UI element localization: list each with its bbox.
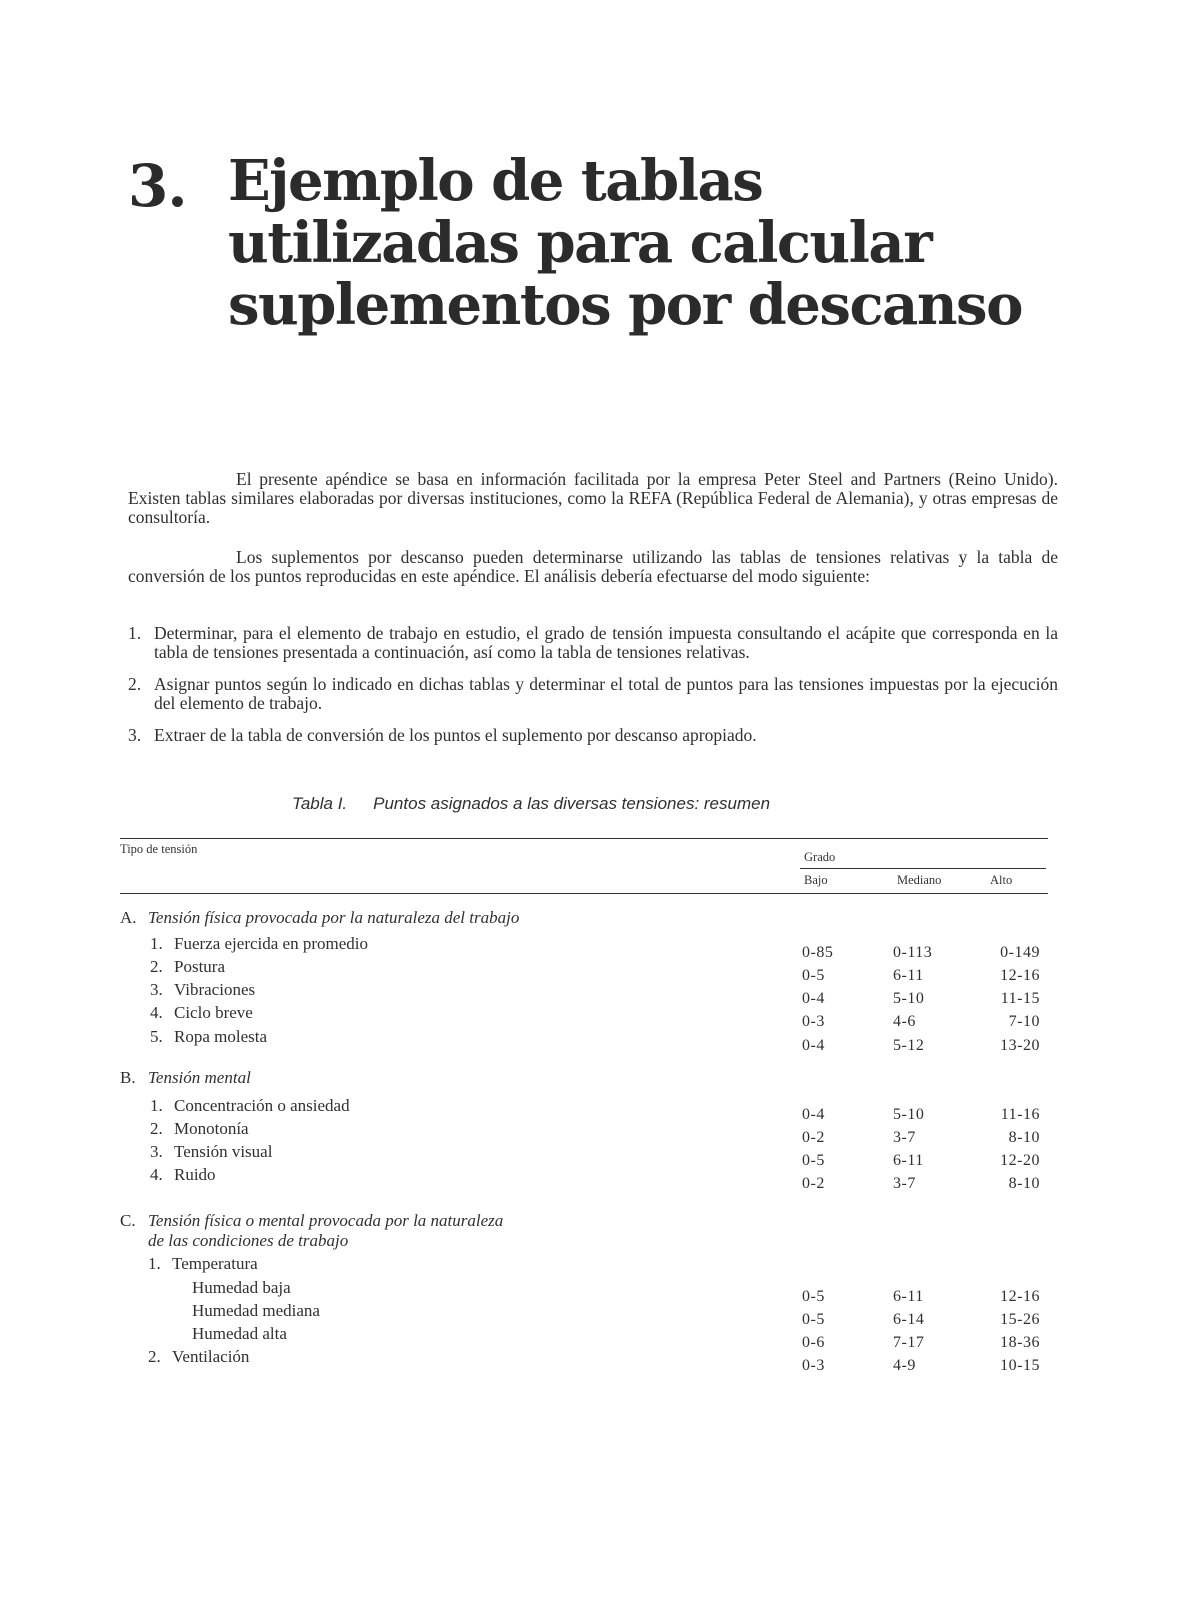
cell-alto: 12-20: [1000, 1152, 1040, 1169]
header-mediano: Mediano: [897, 873, 942, 887]
table-caption: [292, 794, 770, 814]
cell-mediano: 4-9: [893, 1357, 916, 1374]
section-title: [120, 1211, 503, 1251]
step-text: Asignar puntos según lo indicado en dichas tablas y determinar el total de puntos para las tensiones impuestas por la ejecución del elemento de trabajo.: [154, 674, 1058, 713]
cell-bajo: 0-85: [802, 944, 834, 961]
section-title: [120, 908, 519, 928]
row-label-text: Humedad alta: [192, 1324, 287, 1343]
cell-mediano: 4-6: [893, 1013, 916, 1030]
row-label-text: Ciclo breve: [174, 1003, 253, 1022]
cell-bajo: 0-3: [802, 1357, 825, 1374]
cell-mediano: 6-14: [893, 1311, 925, 1328]
section-title-text: Tensión física o mental provocada por la naturaleza: [148, 1211, 504, 1230]
cell-bajo: 0-3: [802, 1013, 825, 1030]
step-text: Determinar, para el elemento de trabajo en estudio, el grado de tensión impuesta consultando el acápite que corresponda en la tabla de tensiones presentada a continuación, así como la tabla de tensiones relativas.: [154, 623, 1058, 662]
row-label: [150, 1027, 267, 1047]
list-item: [128, 726, 1058, 745]
chapter-number: 3.: [128, 152, 187, 220]
method-paragraph: [128, 548, 1058, 586]
row-label: [150, 1165, 216, 1185]
row-label-text: Concentración o ansiedad: [174, 1096, 350, 1115]
row-number: 3.: [150, 980, 163, 999]
cell-bajo: 0-5: [802, 1152, 825, 1169]
cell-alto: 10-15: [1000, 1357, 1040, 1374]
row-label: [192, 1278, 291, 1298]
cell-alto: 12-16: [1000, 1288, 1040, 1305]
header-bajo: Bajo: [804, 873, 828, 887]
method-paragraph-text: Los suplementos por descanso pueden determinarse utilizando las tablas de tensiones relativas y la tabla de conversión de los puntos reproducidas en este apéndice. El análisis debería efectuarse del modo siguiente:: [128, 547, 1058, 586]
row-number: 4.: [150, 1165, 163, 1184]
chapter-title: [228, 148, 1022, 338]
header-grado: Grado: [804, 850, 836, 864]
cell-bajo: 0-5: [802, 1311, 825, 1328]
cell-bajo: 0-4: [802, 990, 825, 1007]
intro-paragraph-text: El presente apéndice se basa en información facilitada por la empresa Peter Steel and Partners (Reino Unido). Existen tablas similares elaboradas por diversas instituciones, como la REFA (República Federal de Alemania), y otras empresas de consultoría.: [128, 469, 1058, 527]
cell-alto: 8-10: [1008, 1175, 1040, 1192]
header-alto: Alto: [990, 873, 1013, 887]
row-label-text: Monotonía: [174, 1119, 249, 1138]
row-number: 2.: [150, 957, 163, 976]
row-label: [150, 1142, 272, 1162]
section-letter: B.: [120, 1068, 136, 1087]
cell-mediano: 3-7: [893, 1175, 916, 1192]
step-number: 3.: [128, 725, 142, 745]
section-letter: A.: [120, 908, 137, 927]
cell-mediano: 7-17: [893, 1334, 925, 1351]
cell-bajo: 0-4: [802, 1037, 825, 1054]
table-header-rule: [120, 893, 1048, 894]
row-number: 4.: [150, 1003, 163, 1022]
cell-mediano: 6-11: [893, 967, 924, 984]
section-title-text: Tensión física provocada por la naturaleza del trabajo: [148, 908, 520, 927]
cell-mediano: 0-113: [893, 944, 933, 961]
row-label-text: Humedad mediana: [192, 1301, 320, 1320]
steps-list: [128, 624, 1058, 758]
table-caption-text: Puntos asignados a las diversas tensiones: resumen: [373, 794, 771, 813]
row-label: [192, 1324, 287, 1344]
cell-alto: 12-16: [1000, 967, 1040, 984]
cell-alto: 18-36: [1000, 1334, 1040, 1351]
cell-alto: 7-10: [1008, 1013, 1040, 1030]
step-number: 1.: [128, 623, 142, 643]
list-item: [128, 675, 1058, 713]
row-label: [148, 1254, 258, 1274]
cell-alto: 13-20: [1000, 1037, 1040, 1054]
cell-bajo: 0-6: [802, 1334, 825, 1351]
row-number: 3.: [150, 1142, 163, 1161]
row-number: 5.: [150, 1027, 163, 1046]
step-text: Extraer de la tabla de conversión de los puntos el suplemento por descanso apropiado.: [154, 725, 757, 745]
cell-alto: 15-26: [1000, 1311, 1040, 1328]
row-label: [150, 1096, 350, 1116]
row-label-text: Vibraciones: [174, 980, 256, 999]
list-item: [128, 624, 1058, 662]
cell-alto: 11-16: [1000, 1106, 1040, 1123]
cell-mediano: 6-11: [893, 1152, 924, 1169]
cell-mediano: 6-11: [893, 1288, 924, 1305]
cell-alto: 0-149: [1000, 944, 1040, 961]
row-label: [150, 934, 368, 954]
row-label: [192, 1301, 320, 1321]
cell-bajo: 0-2: [802, 1129, 825, 1146]
cell-mediano: 5-12: [893, 1037, 925, 1054]
row-label-text: Ruido: [174, 1165, 216, 1184]
cell-mediano: 5-10: [893, 1106, 925, 1123]
row-number: 2.: [150, 1119, 163, 1138]
cell-bajo: 0-5: [802, 1288, 825, 1305]
grado-rule: [800, 868, 1046, 869]
row-label: [150, 1119, 249, 1139]
row-number: 2.: [148, 1347, 161, 1366]
cell-bajo: 0-4: [802, 1106, 825, 1123]
section-title-text: de las condiciones de trabajo: [148, 1231, 349, 1250]
chapter-title-line: utilizadas para calcular: [228, 210, 932, 276]
section-letter: C.: [120, 1211, 136, 1230]
section-title-text: Tensión mental: [148, 1068, 251, 1087]
cell-bajo: 0-2: [802, 1175, 825, 1192]
row-label-text: Temperatura: [172, 1254, 258, 1273]
table-top-rule: [120, 838, 1048, 839]
intro-paragraph: [128, 470, 1058, 527]
chapter-title-line: Ejemplo de tablas: [228, 148, 763, 214]
row-label: [150, 1003, 253, 1023]
chapter-title-line: suplementos por descanso: [228, 272, 1022, 338]
row-label-text: Ventilación: [172, 1347, 250, 1366]
row-label: [150, 980, 255, 1000]
row-label-text: Humedad baja: [192, 1278, 291, 1297]
section-title: [120, 1068, 251, 1088]
row-label: [148, 1347, 249, 1367]
step-number: 2.: [128, 674, 142, 694]
header-tipo: Tipo de tensión: [120, 842, 198, 856]
cell-bajo: 0-5: [802, 967, 825, 984]
table-caption-label: Tabla I.: [292, 794, 348, 813]
row-label-text: Postura: [174, 957, 225, 976]
row-label-text: Fuerza ejercida en promedio: [174, 934, 368, 953]
row-number: 1.: [150, 1096, 163, 1115]
row-number: 1.: [148, 1254, 161, 1273]
row-number: 1.: [150, 934, 163, 953]
row-label-text: Ropa molesta: [174, 1027, 268, 1046]
row-label: [150, 957, 225, 977]
cell-alto: 8-10: [1008, 1129, 1040, 1146]
cell-alto: 11-15: [1000, 990, 1040, 1007]
cell-mediano: 3-7: [893, 1129, 916, 1146]
row-label-text: Tensión visual: [174, 1142, 273, 1161]
cell-mediano: 5-10: [893, 990, 925, 1007]
